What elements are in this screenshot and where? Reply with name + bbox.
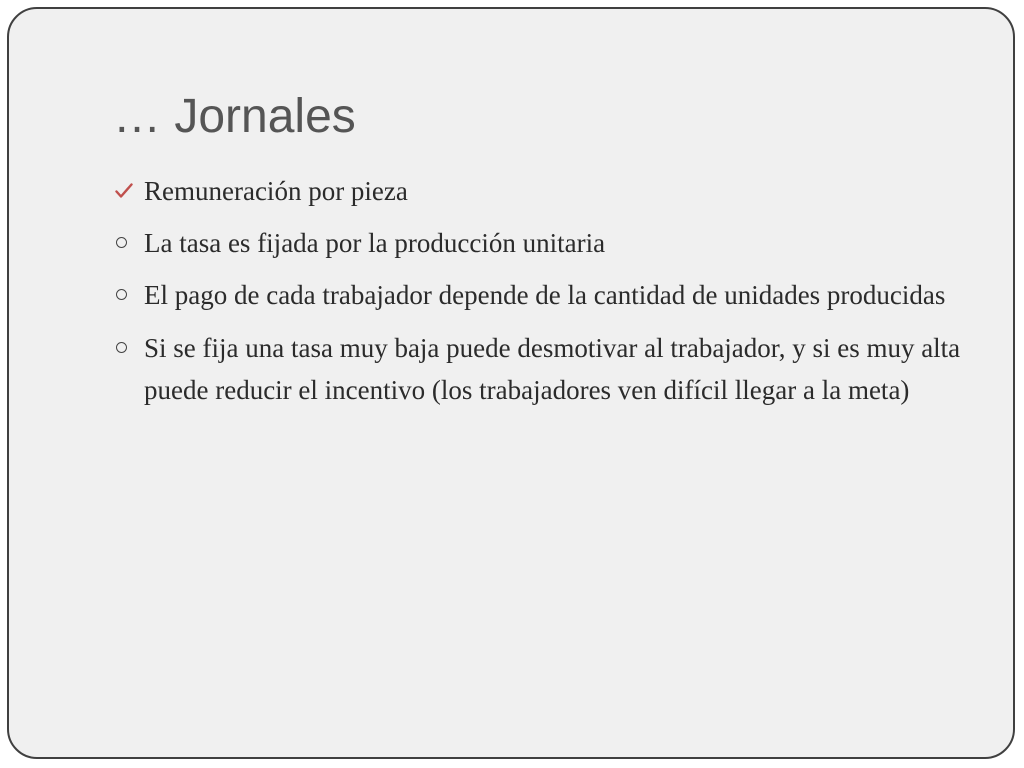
bullet-item (113, 274, 993, 316)
bullet-item (113, 327, 993, 411)
circle-bullet-icon (113, 327, 137, 369)
bullet-text: La tasa es fijada por la producción unitaria (144, 228, 606, 258)
bullet-item (113, 170, 993, 212)
check-icon (113, 170, 137, 212)
slide-title: … Jornales (113, 90, 356, 143)
circle-bullet-icon (113, 222, 137, 264)
circle-bullet-icon (113, 274, 137, 316)
bullet-text: Remuneración por pieza (144, 176, 408, 206)
bullet-list (113, 170, 993, 411)
bullet-text: Si se fija una tasa muy baja puede desmotivar al trabajador, y si es muy alta puede reducir el incentivo (los trabajadores ven difícil llegar a la meta) (144, 333, 961, 405)
bullet-item (113, 222, 993, 264)
bullet-text: El pago de cada trabajador depende de la cantidad de unidades producidas (144, 280, 946, 310)
